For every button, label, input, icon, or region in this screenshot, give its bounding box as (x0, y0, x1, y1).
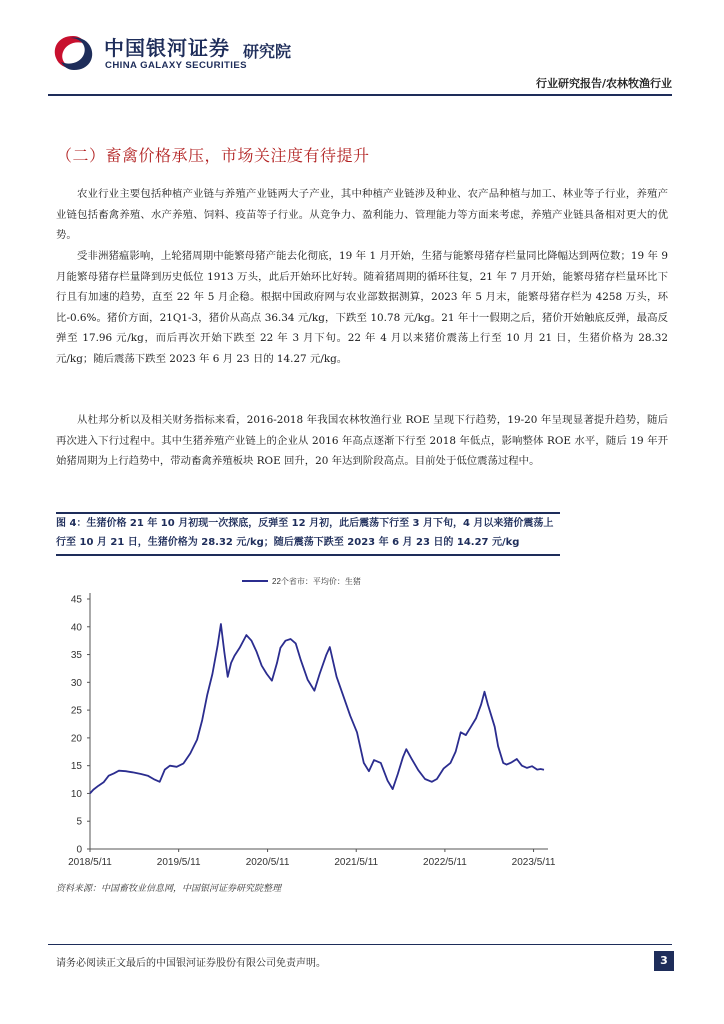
figure-bottom-rule (56, 554, 560, 556)
company-logo (48, 26, 308, 82)
y-tick-label: 40 (70, 622, 82, 634)
logo-english-name: CHINA GALAXY SECURITIES (105, 60, 247, 71)
paragraph-roe-analysis: 从杜邦分析以及相关财务指标来看，2016-2018 年我国农林牧渔行业 ROE 呈现下行趋势，19-20 年呈现显著提升趋势，随后再次进入下行过程中。其中生猪养殖产业链上的企业从 2016 年高点逐渐下行至 2018 年低点，影响整体 ROE 水平，随后 19 年开始猪周期为上行趋势中，带动畜禽养殖板块 ROE 回升，20 年达到阶段高点。目前处于低位震荡过程中。 (56, 414, 668, 468)
paragraph-industry-overview: 农业行业主要包括种植产业链与养殖产业链两大子产业，其中种植产业链涉及种业、农产品种植与加工、林业等子行业，养殖产业链包括畜禽养殖、水产养殖、饲料、疫苗等子行业。从竞争力、盈利能力、管理能力等方面来考虑，养殖产业链具备相对更大的优势。 (56, 188, 668, 242)
report-type: 行业研究报告/农林牧渔行业 (535, 77, 672, 90)
chart-axes (90, 593, 548, 849)
y-tick-label: 35 (70, 650, 82, 662)
header-divider (48, 94, 672, 96)
y-tick-label: 25 (70, 705, 82, 717)
x-tick-label: 2019/5/11 (156, 857, 201, 868)
y-tick-label: 15 (70, 761, 82, 773)
y-tick-label: 10 (70, 788, 82, 800)
legend-label: 22个省市：平均价：生猪 (272, 577, 361, 586)
x-tick-label: 2022/5/11 (423, 857, 467, 868)
chart-legend (242, 576, 361, 586)
page-number: 3 (654, 951, 674, 971)
figure-caption: 图 4：生猪价格 21 年 10 月初现一次探底，反弹至 12 月初，此后震荡下行至 3 月下旬，4 月以来猪价震荡上行至 10 月 21 日，生猪价格为 28.32 元/kg；随后震荡下跌至 2023 年 6 月 23 日的 14.27 元/kg (56, 518, 554, 548)
y-tick-label: 0 (76, 844, 82, 856)
y-axis-ticks (71, 595, 90, 856)
x-tick-label: 2021/5/11 (334, 857, 379, 868)
y-tick-label: 20 (70, 733, 82, 745)
x-tick-label: 2023/5/11 (511, 857, 556, 868)
series-line-hog-price (90, 624, 544, 793)
y-tick-label: 5 (76, 816, 82, 828)
logo-chinese-name: 中国银河证券 (104, 36, 230, 60)
logo-research-institute: 研究院 (243, 42, 292, 61)
x-axis-ticks (68, 849, 556, 868)
x-tick-label: 2018/5/11 (68, 857, 112, 868)
x-tick-label: 2020/5/11 (245, 857, 290, 868)
hog-price-chart-svg (56, 562, 556, 882)
figure-source: 资料来源：中国畜牧业信息网，中国银河证券研究院整理 (56, 884, 282, 894)
y-tick-label: 30 (70, 677, 82, 689)
section-title: （二）畜禽价格承压，市场关注度有待提升 (56, 146, 370, 165)
footer-divider (48, 944, 672, 945)
y-tick-label: 45 (70, 594, 82, 606)
footer-disclaimer: 请务必阅读正文最后的中国银河证券股份有限公司免责声明。 (56, 958, 326, 969)
galaxy-logo-icon (48, 30, 98, 76)
hog-price-chart (56, 562, 556, 882)
paragraph-hog-cycle: 受非洲猪瘟影响，上轮猪周期中能繁母猪产能去化彻底，19 年 1 月开始，生猪与能繁母猪存栏量同比降幅达到两位数；19 年 9 月能繁母猪存栏量降到历史低位 1913 万头，此后开始环比好转。随着猪周期的循环往复，21 年 7 月开始，能繁母猪存栏量环比下行且有加速的趋势，直至 22 年 5 月企稳。根据中国政府网与农业部数据测算，2023 年 5 月末，能繁母猪存栏为 4258 万头，环比-0.6%。猪价方面，21Q1-3，猪价从高点 36.34 元/kg，下跌至 10.78 元/kg。21 年十一假期之后，猪价开始触底反弹，最高反弹至 17.96 元/kg，而后再次开始下跌至 22 年 3 月下旬。22 年 4 月以来猪价震荡上行至 10 月 21 日，生猪价格为 28.32 元/kg；随后震荡下跌至 2023 年 6 月 23 日的 14.27 元/kg。 (56, 250, 668, 365)
